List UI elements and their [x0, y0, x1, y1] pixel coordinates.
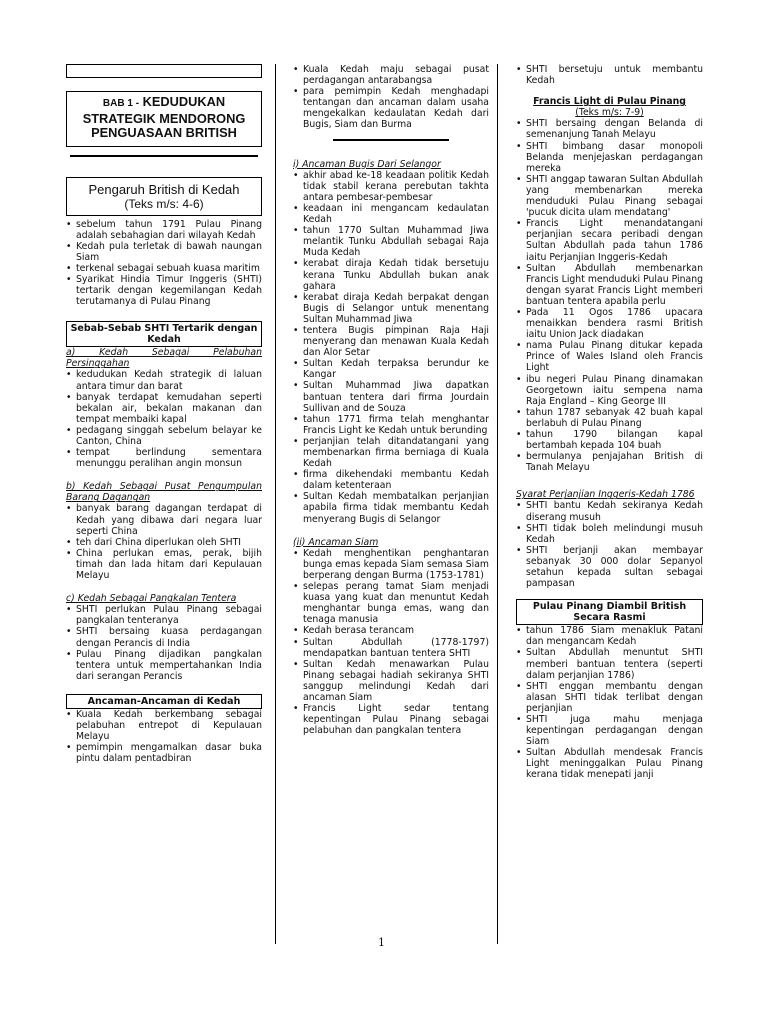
chapter-title: KEDUDUKAN STRATEGIK MENDORONG PENGUASAAN BRITISH: [82, 94, 246, 140]
list-item: • banyak terdapat kemudahan seperti bekalan air, bekalan makanan dan tempat membaiki kapal: [66, 392, 262, 425]
list-item: • kedudukan Kedah strategik di laluan antara timur dan barat: [66, 369, 262, 391]
column-divider-2: [497, 64, 498, 944]
list-item: • bermulanya penjajahan British di Tanah Melayu: [516, 451, 703, 473]
list-col3-top: [516, 64, 703, 86]
heading-francis-light: Francis Light di Pulau Pinang: [533, 96, 686, 108]
section-box-pengaruh: [66, 177, 262, 216]
column-1: [66, 64, 262, 764]
list-item: • nama Pulau Pinang ditukar kepada Prince of Wales Island oleh Francis Light: [516, 340, 703, 373]
list-item: • SHTI tidak boleh melindungi musuh Kedah: [516, 523, 703, 545]
list-pp: [516, 625, 703, 780]
list-item: • Sultan Abdullah mendesak Francis Light meninggalkan Pulau Pinang kerana tidak menepati janji: [516, 747, 703, 780]
list-item: • Pada 11 Ogos 1786 upacara menaikkan bendera rasmi British iaitu Union Jack diadakan: [516, 307, 703, 340]
list-item: • tahun 1786 Siam menakluk Patani dan mengancam Kedah: [516, 625, 703, 647]
list-item: • SHTI anggap tawaran Sultan Abdullah yang membenarkan mereka menduduki Pulau Pinang sebagai 'pucuk dicita ulam mendatang': [516, 174, 703, 218]
page-number: 1: [378, 936, 385, 949]
list-item: • banyak barang dagangan terdapat di Kedah yang dibawa dari negara luar seperti China: [66, 503, 262, 536]
list-item: • Sultan Kedah menawarkan Pulau Pinang sebagai hadiah sekiranya SHTI sanggup melindungi Kedah dari ancaman Siam: [293, 659, 489, 703]
list-item: • firma dikehendaki membantu Kedah dalam ketenteraan: [293, 469, 489, 491]
list-item: • SHTI bantu Kedah sekiranya Kedah diserang musuh: [516, 500, 703, 522]
subheading-b: b) Kedah Sebagai Pusat Pengumpulan Barang Dagangan: [66, 481, 262, 504]
chapter-title-box: [66, 91, 262, 147]
subheading-bugis: i) Ancaman Bugis Dari Selangor: [293, 158, 441, 170]
list-item: • SHTI berjanji akan membayar sebanyak 30 000 dolar Sepanyol setahun kepada sultan sebagai pampasan: [516, 545, 703, 589]
column-2: [293, 64, 489, 736]
list-francis-light: [516, 118, 703, 473]
list-item: • Sultan Kedah membatalkan perjanjian apabila firma tidak membantu Kedah menyerang Bugis di Selangor: [293, 491, 489, 524]
list-item: • SHTI bimbang dasar monopoli Belanda menjejaskan perdagangan mereka: [516, 141, 703, 174]
list-item: • keadaan ini mengancam kedaulatan Kedah: [293, 203, 489, 225]
list-item: • Kedah menghentikan penghantaran bunga emas kepada Siam semasa Siam berperang dengan Burma (1753-1781): [293, 548, 489, 581]
subheading-siam: (ii) Ancaman Siam: [293, 536, 379, 548]
list-item: • Kuala Kedah berkembang sebagai pelabuhan entrepot di Kepulauan Melayu: [66, 709, 262, 742]
chapter-prefix: BAB 1 -: [102, 98, 140, 109]
list-item: • para pemimpin Kedah menghadapi tentangan dan ancaman dalam usaha mengekalkan kedaulatan Kedah dari Bugis, Siam dan Burma: [293, 86, 489, 130]
list-item: • akhir abad ke-18 keadaan politik Kedah tidak stabil kerana perebutan takhta antara pembesar-pembesar: [293, 170, 489, 203]
list-item: • Pulau Pinang dijadikan pangkalan tentera untuk mempertahankan India dari serangan Perancis: [66, 649, 262, 682]
list-bugis: [293, 170, 489, 525]
list-item: • Kuala Kedah maju sebagai pusat perdagangan antarabangsa: [293, 64, 489, 86]
list-item: • China perlukan emas, perak, bijih timah dan lada hitam dari Kepulauan Melayu: [66, 548, 262, 581]
list-item: • kerabat diraja Kedah tidak bersetuju kerana Tunku Abdullah bukan anak gahara: [293, 258, 489, 291]
list-item: • Kedah berasa terancam: [293, 625, 489, 636]
column-divider-1: [275, 64, 276, 944]
ancaman-heading-box: Ancaman-Ancaman di Kedah: [66, 694, 262, 709]
list-item: • pemimpin mengamalkan dasar buka pintu dalam pentadbiran: [66, 742, 262, 764]
list-item: • pedagang singgah sebelum belayar ke Canton, China: [66, 425, 262, 447]
list-item: • SHTI bersaing kuasa perdagangan dengan Perancis di India: [66, 626, 262, 648]
list-col2-top: [293, 64, 489, 131]
list-item: • Sultan Muhammad Jiwa dapatkan bantuan tentera dari firma Jourdain Sullivan and de Souza: [293, 380, 489, 413]
section-ref: (Teks m/s: 4-6): [124, 196, 204, 211]
list-item: • Sultan Abdullah membenarkan Francis Light menduduki Pulau Pinang dengan syarat Francis Light memberi bantuan tentera apabila perlu: [516, 263, 703, 307]
list-item: • tentera Bugis pimpinan Raja Haji menyerang dan menawan Kuala Kedah dan Alor Setar: [293, 325, 489, 358]
list-item: • tahun 1771 firma telah menghantar Francis Light ke Kedah untuk berunding: [293, 414, 489, 436]
list-item: • SHTI perlukan Pulau Pinang sebagai pangkalan tenteranya: [66, 604, 262, 626]
list-item: • Sultan Abdullah menuntut SHTI memberi bantuan tentera (seperti dalam perjanjian 1786): [516, 647, 703, 680]
intro-list: [66, 219, 262, 308]
list-item: • sebelum tahun 1791 Pulau Pinang adalah sebahagian dari wilayah Kedah: [66, 219, 262, 241]
list-item: • selepas perang tamat Siam menjadi kuasa yang kuat dan menuntut Kedah menghantar bunga emas, wang dan tenaga manusia: [293, 581, 489, 625]
sebab-heading-box: Sebab-Sebab SHTI Tertarik dengan Kedah: [66, 321, 262, 347]
list-item: • tempat berlindung sementara menunggu peralihan angin monsun: [66, 447, 262, 469]
list-item: • SHTI bersetuju untuk membantu Kedah: [516, 64, 703, 86]
separator-line: [333, 139, 449, 141]
subheading-syarat: Syarat Perjanjian Inggeris-Kedah 1786: [516, 489, 695, 501]
list-item: • tahun 1790 bilangan kapal bertambah kepada 104 buah: [516, 429, 703, 451]
subheading-c: c) Kedah Sebagai Pangkalan Tentera: [66, 593, 237, 605]
subheading-a: a) Kedah Sebagai Pelabuhan Persinggahan: [66, 347, 262, 370]
list-item: • Francis Light sedar tentang kepentingan Pulau Pinang sebagai pelabuhan dan pangkalan tentera: [293, 703, 489, 736]
list-item: • Sultan Kedah terpaksa berundur ke Kangar: [293, 358, 489, 380]
list-item: • SHTI enggan membantu dengan alasan SHTI tidak terlibat dengan perjanjian: [516, 681, 703, 714]
list-item: • tahun 1787 sebanyak 42 buah kapal berlabuh di Pulau Pinang: [516, 407, 703, 429]
heading-francis-light-ref: (Teks m/s: 7-9): [575, 107, 644, 119]
list-b: [66, 503, 262, 581]
list-item: • Francis Light menandatangani perjanjian secara peribadi dengan Sultan Abdullah pada tahun 1786 iaitu Perjanjian Inggeris-Kedah: [516, 218, 703, 262]
list-item: • Syarikat Hindia Timur Inggeris (SHTI) tertarik dengan kegemilangan Kedah terutamanya di Pulau Pinang: [66, 274, 262, 307]
section-title: Pengaruh British di Kedah: [88, 181, 240, 197]
list-item: • Kedah pula terletak di bawah naungan Siam: [66, 241, 262, 263]
list-a: [66, 369, 262, 469]
list-item: • SHTI juga mahu menjaga kepentingan perdagangan dengan Siam: [516, 714, 703, 747]
list-item: • tahun 1770 Sultan Muhammad Jiwa melantik Tunku Abdullah sebagai Raja Muda Kedah: [293, 225, 489, 258]
pp-heading-box: Pulau Pinang Diambil British Secara Rasmi: [516, 599, 703, 625]
list-item: • Sultan Abdullah (1778-1797) mendapatkan bantuan tentera SHTI: [293, 637, 489, 659]
list-siam: [293, 548, 489, 737]
list-item: • teh dari China diperlukan oleh SHTI: [66, 537, 262, 548]
list-item: • perjanjian telah ditandatangani yang membenarkan firma berniaga di Kuala Kedah: [293, 436, 489, 469]
list-item: • terkenal sebagai sebuah kuasa maritim: [66, 263, 262, 274]
list-item: • ibu negeri Pulau Pinang dinamakan Georgetown iaitu sempena nama Raja England – King George III: [516, 374, 703, 407]
empty-header-box: [66, 64, 262, 78]
list-syarat: [516, 500, 703, 589]
list-item: • SHTI bersaing dengan Belanda di semenanjung Tanah Melayu: [516, 118, 703, 140]
title-underline: [70, 155, 258, 157]
column-3: [516, 64, 703, 781]
list-ancaman: [66, 709, 262, 764]
list-item: • kerabat diraja Kedah berpakat dengan Bugis di Selangor untuk menentang Sultan Muhammad Jiwa: [293, 292, 489, 325]
list-c: [66, 604, 262, 682]
